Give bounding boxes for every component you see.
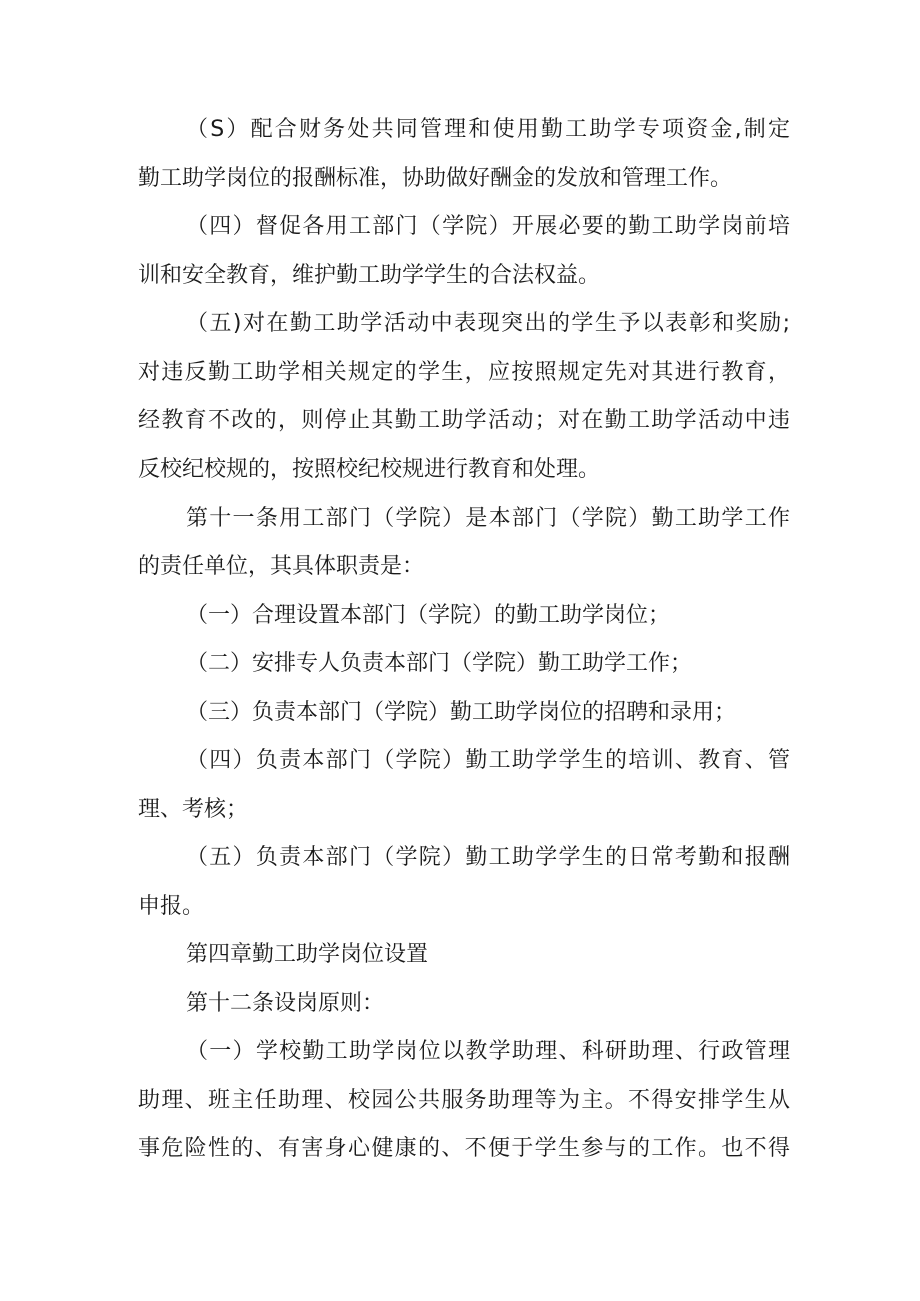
text-line: 反校纪校规的，按照校纪校规进行教育和处理。 — [138, 457, 601, 482]
text-line: （二）安排专人负责本部门（学院）勤工助学工作； — [186, 651, 693, 676]
text-line: 经教育不改的，则停止其勤工助学活动；对在勤工助学活动中违 — [138, 408, 790, 433]
text-line: 第十二条设岗原则： — [186, 991, 385, 1016]
text-line: 对违反勤工助学相关规定的学生，应按照规定先对其进行教育， — [138, 360, 790, 385]
text-line: （三）负责本部门（学院）勤工助学岗位的招聘和录用； — [186, 700, 737, 725]
text-line: 的责任单位，其具体职责是： — [138, 554, 425, 579]
text-line: 理、考核； — [138, 797, 249, 822]
section-heading: 第四章勤工助学岗位设置 — [186, 942, 429, 967]
text-line: （四）负责本部门（学院）勤工助学学生的培训、教育、管 — [186, 748, 790, 773]
text-line: （五)对在勤工助学活动中表现突出的学生予以表彰和奖励; — [186, 311, 790, 336]
text-line: 申报。 — [138, 894, 205, 919]
text-line: 勤工助学岗位的报酬标准，协助做好酬金的发放和管理工作。 — [138, 166, 733, 191]
text-line: 助理、班主任助理、校园公共服务助理等为主。不得安排学生从 — [138, 1088, 790, 1113]
text-line: （五）负责本部门（学院）勤工助学学生的日常考勤和报酬 — [186, 845, 790, 870]
text-line: 训和安全教育，维护勤工助学学生的合法权益。 — [138, 263, 601, 288]
text-line: （一）学校勤工助学岗位以教学助理、科研助理、行政管理 — [186, 1039, 790, 1064]
text-line: （S）配合财务处共同管理和使用勤工助学专项资金,制定 — [186, 117, 790, 142]
text-line: （四）督促各用工部门（学院）开展必要的勤工助学岗前培 — [186, 214, 790, 239]
text-line: 第十一条用工部门（学院）是本部门（学院）勤工助学工作 — [186, 506, 790, 531]
text-line: 事危险性的、有害身心健康的、不便于学生参与的工作。也不得 — [138, 1136, 790, 1161]
text-line: （一）合理设置本部门（学院）的勤工助学岗位； — [186, 603, 671, 628]
